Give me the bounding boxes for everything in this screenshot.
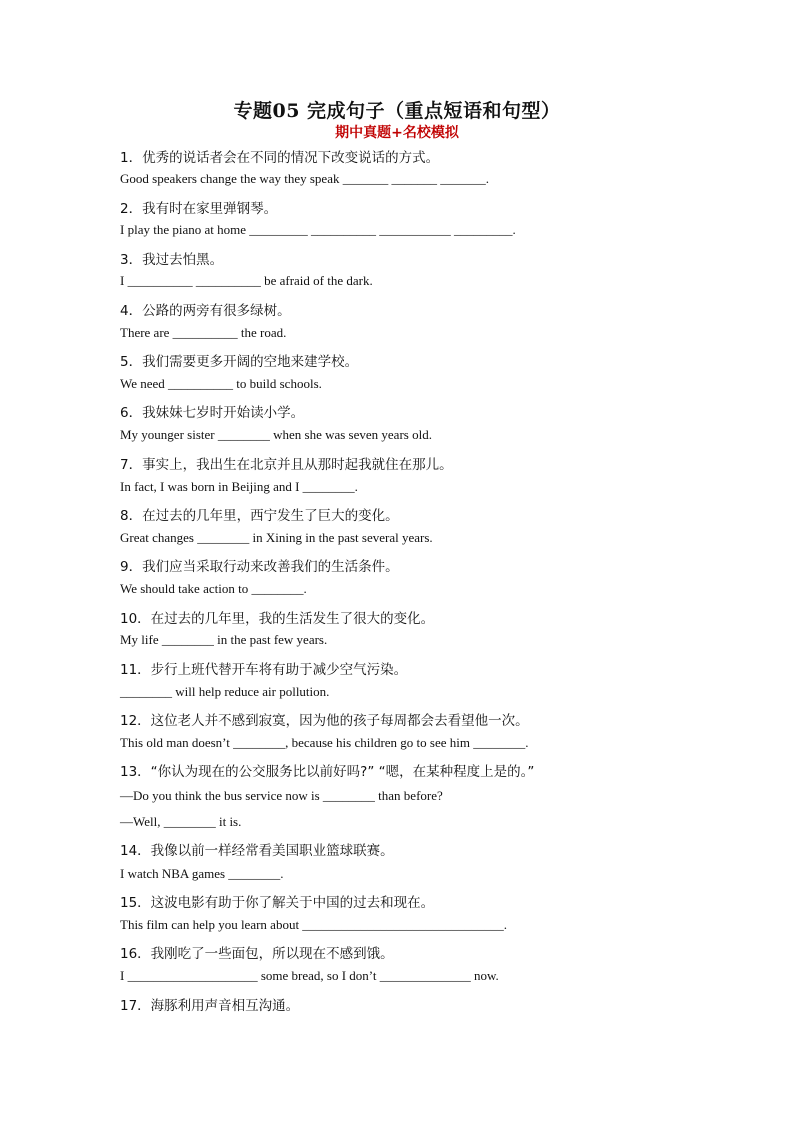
question-4-chinese: 4．公路的两旁有很多绿树。 — [120, 303, 291, 319]
question-1-english: Good speakers change the way they speak _______ _______ _______. — [120, 171, 489, 186]
question-13-english-question: —Do you think the bus service now is ________ than before? — [120, 788, 443, 803]
question-3-english: I __________ __________ be afraid of the dark. — [120, 273, 373, 288]
question-10-english: My life ________ in the past few years. — [120, 632, 328, 647]
question-4-english: There are __________ the road. — [120, 325, 287, 340]
question-7-chinese: 7．事实上，我出生在北京并且从那时起我就住在那儿。 — [120, 457, 453, 473]
question-9-english: We should take action to ________. — [120, 581, 307, 596]
question-11-chinese: 11．步行上班代替开车将有助于减少空气污染。 — [120, 662, 408, 678]
page-subtitle: 期中真题+名校模拟 — [335, 125, 459, 141]
question-15-chinese: 15．这波电影有助于你了解关于中国的过去和现在。 — [120, 895, 435, 911]
question-13-chinese: 13．“你认为现在的公交服务比以前好吗?” “嗯，在某种程度上是的。” — [120, 764, 535, 780]
question-7-english: In fact, I was born in Beijing and I ________. — [120, 479, 358, 494]
question-3-chinese: 3．我过去怕黑。 — [120, 252, 224, 268]
question-2-english: I play the piano at home _________ __________ ___________ _________. — [120, 222, 516, 237]
question-1-chinese: 1．优秀的说话者会在不同的情况下改变说话的方式。 — [120, 150, 440, 166]
page-title: 专题05 完成句子（重点短语和句型） — [233, 100, 561, 122]
question-11-english: ________ will help reduce air pollution. — [120, 684, 330, 699]
question-13-english-answer: —Well, ________ it is. — [120, 814, 242, 829]
question-5-english: We need __________ to build schools. — [120, 376, 322, 391]
question-14-chinese: 14．我像以前一样经常看美国职业篮球联赛。 — [120, 843, 394, 859]
question-5-chinese: 5．我们需要更多开阔的空地来建学校。 — [120, 354, 359, 370]
question-16-chinese: 16．我刚吃了一些面包，所以现在不感到饿。 — [120, 946, 394, 962]
question-17-chinese: 17．海豚利用声音相互沟通。 — [120, 998, 300, 1014]
question-15-english: This film can help you learn about _______________________________. — [120, 917, 508, 932]
question-8-chinese: 8．在过去的几年里，西宁发生了巨大的变化。 — [120, 508, 399, 524]
question-14-english: I watch NBA games ________. — [120, 866, 284, 881]
question-8-english: Great changes ________ in Xining in the past several years. — [120, 530, 433, 545]
question-12-english: This old man doesn’t ________, because his children go to see him ________. — [120, 735, 529, 750]
question-2-chinese: 2．我有时在家里弹钢琴。 — [120, 201, 278, 217]
question-12-chinese: 12．这位老人并不感到寂寞，因为他的孩子每周都会去看望他一次。 — [120, 713, 529, 729]
question-6-english: My younger sister ________ when she was seven years old. — [120, 427, 432, 442]
question-10-chinese: 10．在过去的几年里，我的生活发生了很大的变化。 — [120, 611, 435, 627]
question-16-english: I ____________________ some bread, so I don’t ______________ now. — [120, 968, 499, 983]
question-9-chinese: 9．我们应当采取行动来改善我们的生活条件。 — [120, 559, 399, 575]
question-6-chinese: 6．我妹妹七岁时开始读小学。 — [120, 405, 305, 421]
